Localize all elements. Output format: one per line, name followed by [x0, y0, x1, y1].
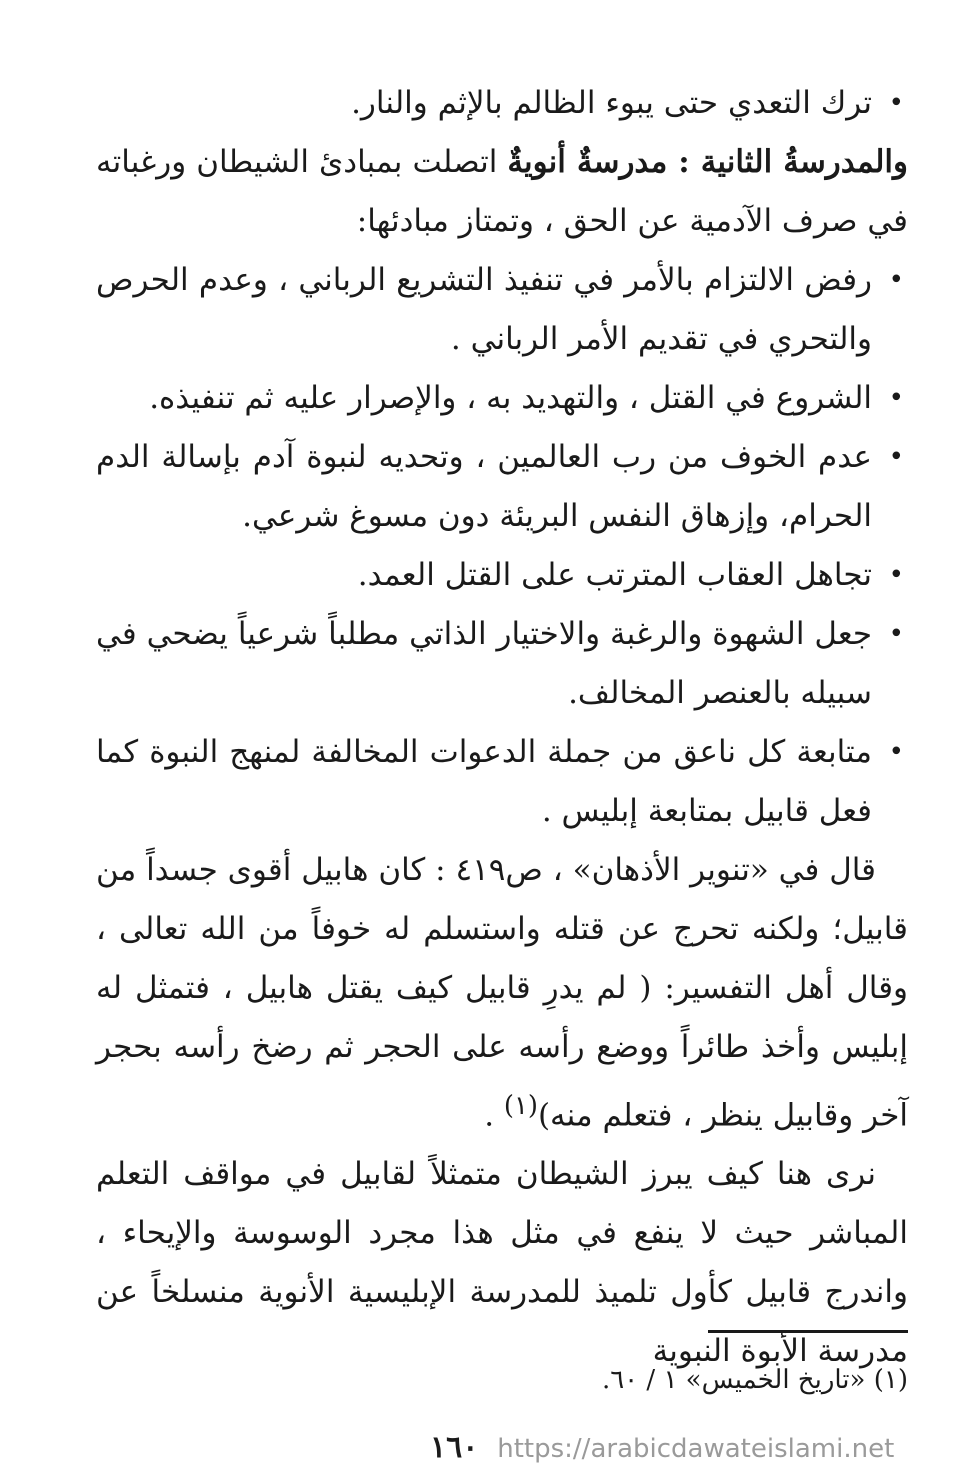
- quote-text: قال في «تنوير الأذهان» ، ص٤١٩ : كان هابيل أقوى جسداً من قابيل؛ ولكنه تحرج عن قتله واستسلم له خوفاً من الله تعالى ، وقال أهل التفسير: ( لم يدرِ قابيل كيف يقتل هابيل ، فتمثل له إبليس وأخذ طائراً ووضع رأسه على الحجر ثم رضخ رأسه بحجر آخر وقابيل ينظر ، فتعلم منه): [96, 852, 908, 1134]
- list-item: [96, 369, 908, 428]
- closing-text: نرى هنا كيف يبرز الشيطان متمثلاً لقابيل في مواقف التعلم المباشر حيث لا ينفع في مثل هذا مجرد الوسوسة والإيحاء ، واندرج قابيل كأول تلميذ للمدرسة الإبليسية الأنوية منسلخاً عن مدرسة الأبوة النبوية: [96, 1156, 908, 1370]
- principles-list: [96, 251, 908, 841]
- list-item: [96, 605, 908, 723]
- list-item-text: تجاهل العقاب المترتب على القتل العمد.: [357, 557, 872, 593]
- list-item-text: متابعة كل ناعق من جملة الدعوات المخالفة لمنهج النبوة كما فعل قابيل بمتابعة إبليس .: [96, 734, 872, 829]
- intro-bullet-list: [96, 74, 908, 133]
- bullet-icon: •: [888, 265, 904, 295]
- page-footer: [430, 1428, 894, 1469]
- list-item: [96, 251, 908, 369]
- bullet-icon: •: [888, 442, 904, 472]
- list-item: [96, 546, 908, 605]
- footnote-text: (١) «تاريخ الخميس» ١ / ٦٠.: [601, 1365, 908, 1395]
- closing-paragraph: [96, 1145, 908, 1381]
- school-paragraph: [96, 133, 908, 251]
- page-number: ١٦٠: [430, 1430, 479, 1465]
- footnote-reference: (١): [503, 1091, 538, 1121]
- bullet-icon: •: [888, 737, 904, 767]
- school-heading: والمدرسةُ الثانية : مدرسةٌ أنويةٌ: [507, 144, 908, 180]
- quote-paragraph: [96, 841, 908, 1145]
- bullet-icon: •: [888, 383, 904, 413]
- list-item: [96, 723, 908, 841]
- list-item: [96, 74, 908, 133]
- bullet-icon: •: [888, 88, 904, 118]
- list-item: [96, 428, 908, 546]
- school-intro-text: اتصلت بمبادئ الشيطان ورغباته في صرف الآدمية عن الحق ، وتمتاز مبادئها:: [96, 144, 908, 239]
- list-item-text: جعل الشهوة والرغبة والاختيار الذاتي مطلباً شرعياً يضحي في سبيله بالعنصر المخالف.: [96, 616, 872, 711]
- main-text: [96, 74, 908, 1381]
- list-item-text: ترك التعدي حتى يبوء الظالم بالإثم والنار.: [351, 85, 872, 121]
- quote-end: .: [484, 1097, 504, 1134]
- bullet-icon: •: [888, 560, 904, 590]
- bullet-icon: •: [888, 619, 904, 649]
- list-item-text: رفض الالتزام بالأمر في تنفيذ التشريع الرباني ، وعدم الحرص والتحري في تقديم الأمر الرباني .: [96, 262, 872, 357]
- watermark-url: https://arabicdawateislami.net: [497, 1434, 895, 1464]
- footnote: [96, 1360, 908, 1400]
- list-item-text: الشروع في القتل ، والتهديد به ، والإصرار عليه ثم تنفيذه.: [149, 380, 872, 416]
- footnote-divider: [708, 1330, 908, 1333]
- list-item-text: عدم الخوف من رب العالمين ، وتحديه لنبوة آدم بإسالة الدم الحرام، وإزهاق النفس البريئة دون مسوغ شرعي.: [96, 439, 872, 534]
